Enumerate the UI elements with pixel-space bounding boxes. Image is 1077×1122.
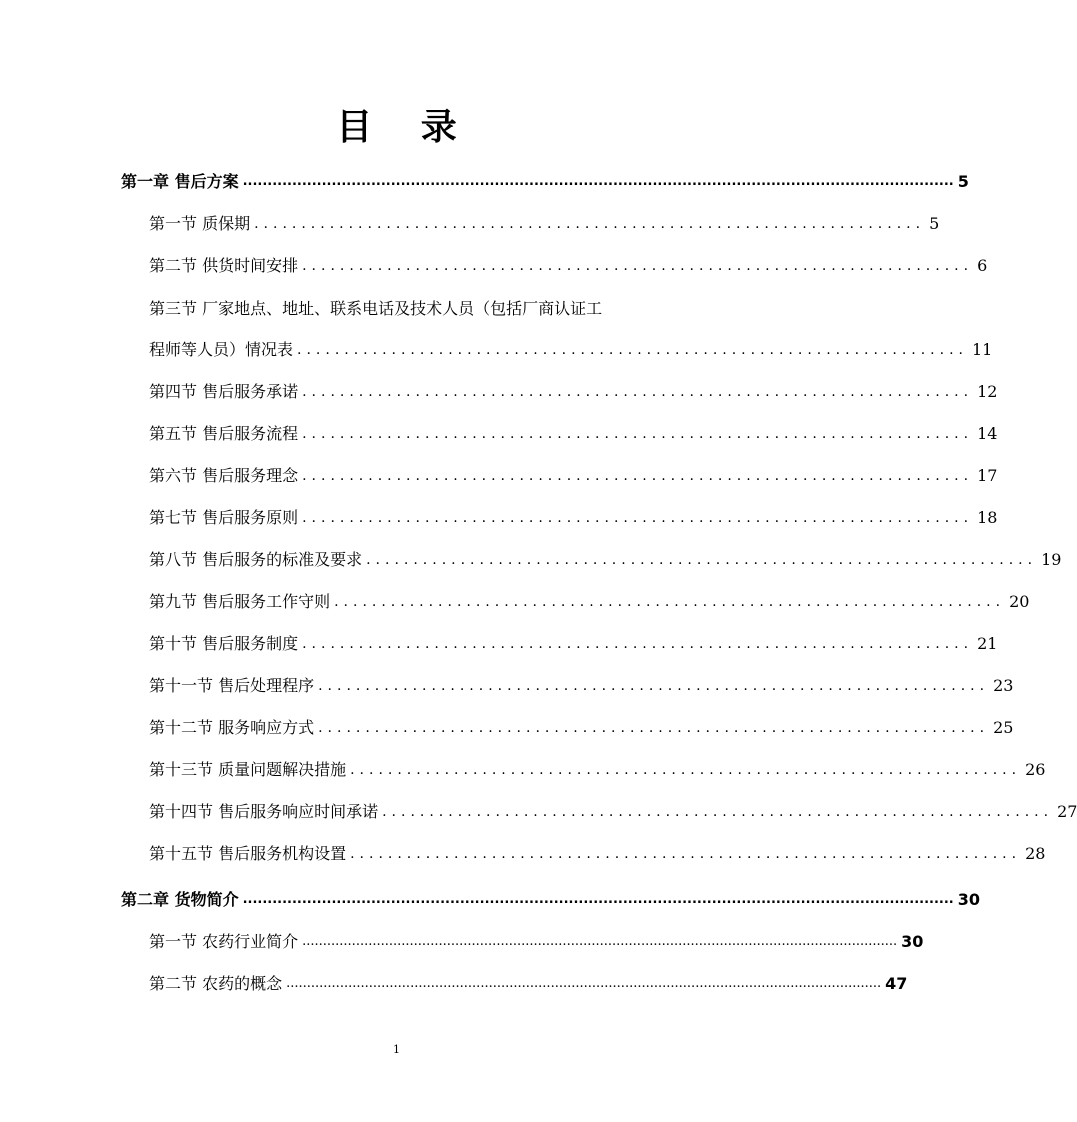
- toc-page: 18: [977, 508, 998, 527]
- toc-label: 第六节 售后服务理念: [149, 466, 299, 485]
- toc-leader: .......................................................................: [350, 762, 1022, 778]
- toc-chapter-2-section-2[interactable]: [149, 970, 908, 996]
- toc-page: 17: [977, 466, 998, 485]
- toc-chapter-1[interactable]: [121, 168, 969, 194]
- toc-section-15[interactable]: [149, 840, 1046, 866]
- toc-label: 第二节 供货时间安排: [149, 256, 299, 275]
- toc-section-3[interactable]: [149, 336, 993, 362]
- toc-section-12[interactable]: [149, 714, 1014, 740]
- toc-leader: .......................................................................: [350, 846, 1022, 862]
- toc-page: 5: [929, 214, 940, 233]
- toc-section-9[interactable]: [149, 588, 1030, 614]
- toc-section-8[interactable]: [149, 546, 1062, 572]
- toc-label: 第二节 农药的概念: [149, 974, 283, 993]
- toc-section-11[interactable]: [149, 672, 1014, 698]
- toc-leader: .......................................................................: [297, 342, 968, 358]
- toc-label: 第一节 农药行业简介: [149, 932, 299, 951]
- toc-label: 第八节 售后服务的标准及要求: [149, 550, 363, 569]
- toc-chapter-2-section-1[interactable]: [149, 928, 924, 954]
- toc-label: 第十三节 质量问题解决措施: [149, 760, 347, 779]
- toc-page: 23: [993, 676, 1014, 695]
- toc-section-7[interactable]: [149, 504, 998, 530]
- toc-label: 第十五节 售后服务机构设置: [149, 844, 347, 863]
- toc-page: 30: [901, 932, 924, 951]
- toc-label: 第一章 售后方案: [121, 172, 239, 191]
- toc-label: 第二章 货物简介: [121, 890, 239, 909]
- toc-section-14[interactable]: [149, 798, 1077, 824]
- toc-section-5[interactable]: [149, 420, 998, 446]
- toc-label: 第十四节 售后服务响应时间承诺: [149, 802, 379, 821]
- toc-page: 21: [977, 634, 998, 653]
- toc-label: 第十一节 售后处理程序: [149, 676, 315, 695]
- toc-leader: .......................................................................: [254, 216, 926, 232]
- toc-section-4[interactable]: [149, 378, 998, 404]
- toc-leader: ................................................................................................................................................: [242, 174, 954, 189]
- toc-leader: .......................................................................: [366, 552, 1038, 568]
- toc-leader: .......................................................................: [302, 636, 974, 652]
- toc-leader: .......................................................................: [334, 594, 1006, 610]
- toc-section-10[interactable]: [149, 630, 998, 656]
- toc-leader: .......................................................................: [318, 678, 990, 694]
- toc-leader: .......................................................................: [302, 384, 974, 400]
- toc-leader: .......................................................................: [302, 426, 974, 442]
- toc-label: 第五节 售后服务流程: [149, 424, 299, 443]
- toc-leader: ................................................................................................................................................: [302, 934, 898, 949]
- toc-page: 12: [977, 382, 998, 401]
- toc-leader: .......................................................................: [302, 510, 974, 526]
- toc-page: 47: [885, 974, 908, 993]
- toc-leader: .......................................................................: [302, 258, 974, 274]
- toc-label: 第九节 售后服务工作守则: [149, 592, 331, 611]
- toc-label: 第十二节 服务响应方式: [149, 718, 315, 737]
- toc-section-3-line1[interactable]: 第三节 厂家地点、地址、联系电话及技术人员（包括厂商认证工: [149, 299, 603, 318]
- toc-page: 28: [1025, 844, 1046, 863]
- toc-leader: .......................................................................: [382, 804, 1054, 820]
- toc-leader: .......................................................................: [318, 720, 990, 736]
- toc-section-13[interactable]: [149, 756, 1046, 782]
- toc-label: 程师等人员）情况表: [149, 340, 294, 359]
- toc-label: 第十节 售后服务制度: [149, 634, 299, 653]
- toc-chapter-2[interactable]: [121, 886, 980, 912]
- toc-section-1[interactable]: [149, 210, 940, 236]
- toc-leader: ................................................................................................................................................: [242, 892, 954, 907]
- toc-page: 11: [971, 340, 993, 359]
- toc-page: 26: [1025, 760, 1046, 779]
- toc-leader: ................................................................................................................................................: [286, 976, 882, 991]
- toc-page: 30: [957, 890, 980, 909]
- toc-label: 第七节 售后服务原则: [149, 508, 299, 527]
- toc-page: 20: [1009, 592, 1030, 611]
- toc-page: 5: [957, 172, 969, 191]
- toc-section-2[interactable]: [149, 252, 988, 278]
- page-title: 目 录: [336, 107, 475, 148]
- toc-section-6[interactable]: [149, 462, 998, 488]
- toc-page: 19: [1041, 550, 1062, 569]
- toc-page: 25: [993, 718, 1014, 737]
- toc-label: 第一节 质保期: [149, 214, 251, 233]
- toc-page: 27: [1057, 802, 1077, 821]
- toc-leader: .......................................................................: [302, 468, 974, 484]
- page-number: 1: [393, 1043, 400, 1056]
- toc-label: 第四节 售后服务承诺: [149, 382, 299, 401]
- toc-page: 14: [977, 424, 998, 443]
- toc-page: 6: [977, 256, 988, 275]
